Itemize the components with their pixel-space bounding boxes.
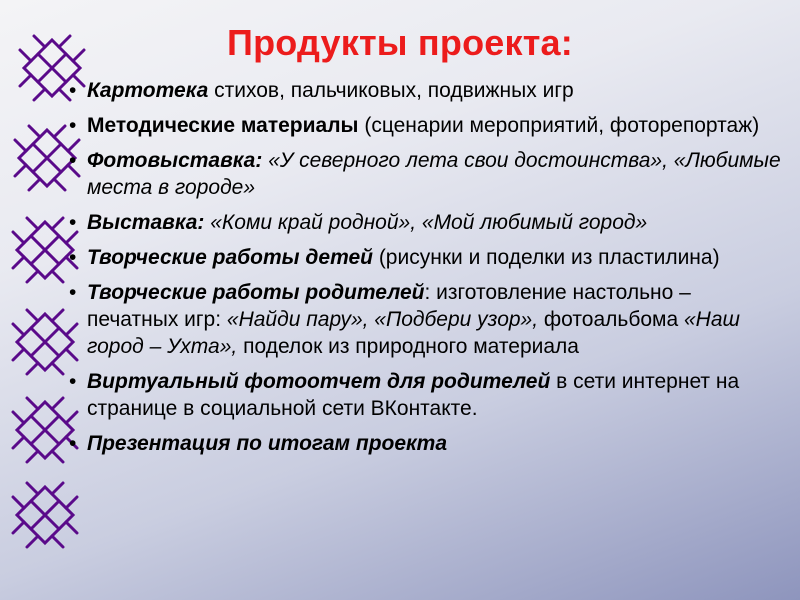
list-item [67,244,787,271]
item-lead: Виртуальный фотоотчет для родителей [87,370,551,393]
page-title: Продукты проекта: [227,22,573,63]
item-lead: Творческие работы родителей [87,281,425,304]
item-text: поделок из природного материала [237,335,579,358]
bullet: • [69,370,77,393]
item-text: «У северного лета свои достоинства», «Любимые места в городе» [87,149,781,199]
bullet: • [69,432,77,455]
item-quote: «Наш город – Ухта», [87,308,740,358]
list-item [67,279,787,360]
item-lead: Картотека [87,79,209,102]
list-item [67,77,787,104]
item-text: (сценарии мероприятий, фоторепортаж) [358,114,760,137]
item-lead: Презентация по итогам проекта [87,432,448,455]
bullet: • [69,149,77,172]
bullet: • [69,114,77,137]
item-lead: Методические материалы [87,114,359,137]
bullet: • [69,246,77,269]
item-text: «Коми край родной», «Мой любимый город» [204,211,648,234]
item-lead: Выставка: [87,211,205,234]
bullet: • [69,281,77,304]
item-text: фотоальбома [538,308,684,331]
item-lead: Фотовыставка: [87,149,263,172]
item-lead: Творческие работы детей [87,246,373,269]
list-item [67,147,787,201]
item-quote: «Найди пару», «Подбери узор», [226,308,539,331]
item-text: стихов, пальчиковых, подвижных игр [208,79,574,102]
products-list [67,77,787,465]
bullet: • [69,211,77,234]
item-text: (рисунки и поделки из пластилина) [372,246,720,269]
cross-stitch-ornament-icon [13,483,77,547]
item-text: : изготовление настольно – печатных игр: [87,281,691,331]
item-text: в сети интернет на странице в социальной сети ВКонтакте. [87,370,740,420]
bullet: • [69,79,77,102]
list-item [67,112,787,139]
list-item [67,430,787,457]
list-item [67,209,787,236]
list-item [67,368,787,422]
